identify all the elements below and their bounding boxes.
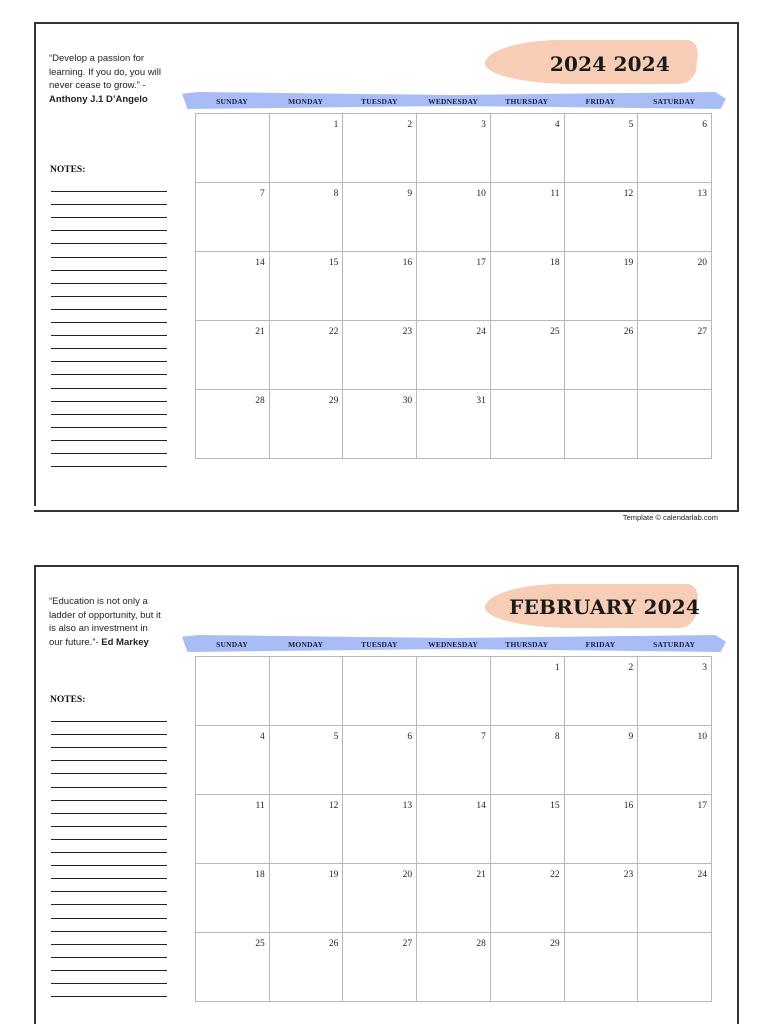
day-cell[interactable]	[638, 657, 712, 726]
month-title: FEBRUARY 2024	[509, 595, 700, 619]
note-line	[51, 904, 167, 905]
day-cell[interactable]	[491, 933, 565, 1002]
day-number: 1	[554, 663, 560, 673]
day-number: 14	[476, 801, 486, 811]
day-cell[interactable]	[343, 933, 417, 1002]
day-number: 18	[255, 870, 265, 880]
day-cell[interactable]	[417, 933, 491, 1002]
note-line	[51, 996, 167, 997]
day-number: 11	[255, 801, 265, 811]
note-line	[51, 721, 167, 722]
day-cell[interactable]	[491, 657, 565, 726]
note-line	[51, 760, 167, 761]
day-number: 18	[550, 258, 560, 268]
day-cell[interactable]	[417, 657, 491, 726]
day-number: 5	[628, 120, 634, 130]
day-cell[interactable]	[638, 795, 712, 864]
day-number: 22	[550, 870, 560, 880]
page-border-right	[737, 565, 739, 1024]
day-number: 9	[407, 189, 413, 199]
day-cell[interactable]	[638, 864, 712, 933]
day-cell[interactable]	[196, 864, 270, 933]
day-number: 22	[328, 327, 339, 337]
day-number: 21	[255, 327, 265, 337]
day-number: 7	[481, 732, 486, 742]
day-number: 10	[697, 732, 707, 742]
day-number: 16	[623, 801, 634, 811]
day-number: 20	[402, 870, 413, 880]
day-number: 20	[697, 258, 707, 268]
day-cell[interactable]	[270, 933, 344, 1002]
day-number: 31	[476, 396, 486, 406]
day-number: 27	[402, 939, 413, 949]
day-number: 3	[481, 120, 486, 130]
notes-label: NOTES:	[50, 165, 86, 175]
weekday-header-thursday: THURSDAY	[505, 640, 549, 649]
day-number: 14	[255, 258, 265, 268]
day-number: 27	[697, 327, 707, 337]
quote-author: Anthony J.1 D’Angelo	[49, 93, 148, 105]
day-number: 2	[628, 663, 634, 673]
weekday-header-sunday: SUNDAY	[216, 97, 248, 106]
day-number: 21	[476, 870, 486, 880]
day-number: 15	[550, 801, 560, 811]
day-cell[interactable]	[565, 933, 639, 1002]
day-number: 5	[333, 732, 339, 742]
day-cell[interactable]	[270, 657, 344, 726]
day-cell[interactable]	[343, 864, 417, 933]
note-line	[51, 957, 167, 958]
weekday-header-saturday: SATURDAY	[653, 97, 696, 106]
notes-label: NOTES:	[50, 695, 86, 705]
weekday-header-monday: MONDAY	[288, 97, 324, 106]
note-line	[51, 918, 167, 919]
day-number: 16	[402, 258, 413, 268]
day-number: 26	[623, 327, 634, 337]
day-number: 4	[259, 732, 265, 742]
day-cell[interactable]	[417, 864, 491, 933]
page-border-left	[34, 565, 36, 1024]
day-number: 3	[702, 663, 707, 673]
day-cell[interactable]	[638, 933, 712, 1002]
day-number: 12	[623, 189, 634, 199]
day-number: 26	[328, 939, 339, 949]
day-cell[interactable]	[343, 726, 417, 795]
month-title: 2024 2024	[549, 52, 670, 76]
page-border-bottom	[34, 510, 739, 512]
note-line	[51, 747, 167, 748]
day-number: 1	[333, 120, 339, 130]
day-cell[interactable]	[417, 795, 491, 864]
day-cell[interactable]	[565, 864, 639, 933]
day-cell[interactable]	[196, 657, 270, 726]
quote-text: “Education is not only a ladder of opportunity, but it is also an investment in our future.”-	[49, 596, 161, 648]
weekday-header-monday: MONDAY	[288, 640, 324, 649]
day-number: 13	[402, 801, 413, 811]
day-number: 15	[328, 258, 339, 268]
day-number: 9	[628, 732, 634, 742]
note-line	[51, 826, 167, 827]
day-number: 25	[550, 327, 560, 337]
day-cell[interactable]	[196, 726, 270, 795]
quote-author: Ed Markey	[101, 636, 149, 648]
weekday-header-wednesday: WEDNESDAY	[428, 640, 479, 649]
note-line	[51, 839, 167, 840]
note-line	[51, 787, 167, 788]
weekday-header-sunday: SUNDAY	[216, 640, 248, 649]
note-line	[51, 983, 167, 984]
note-line	[51, 813, 167, 814]
day-number: 28	[255, 396, 265, 406]
day-cell[interactable]	[196, 933, 270, 1002]
day-number: 29	[550, 939, 560, 949]
day-cell[interactable]	[491, 726, 565, 795]
weekday-header-saturday: SATURDAY	[653, 640, 696, 649]
quote-text: “Develop a passion for learning. If you do, you will never cease to grow.” -	[49, 53, 161, 91]
note-line	[51, 734, 167, 735]
day-cell[interactable]	[196, 795, 270, 864]
weekday-header-tuesday: TUESDAY	[361, 97, 398, 106]
day-number: 8	[333, 189, 339, 199]
day-cell[interactable]	[270, 795, 344, 864]
day-number: 24	[476, 327, 486, 337]
day-cell[interactable]	[343, 657, 417, 726]
note-line	[51, 931, 167, 932]
day-number: 6	[407, 732, 413, 742]
day-number: 12	[328, 801, 339, 811]
note-line	[51, 852, 167, 853]
weekday-header-wednesday: WEDNESDAY	[428, 97, 479, 106]
day-cell[interactable]	[638, 726, 712, 795]
day-number: 30	[402, 396, 413, 406]
day-number: 6	[702, 120, 707, 130]
day-number: 29	[328, 396, 339, 406]
day-cell[interactable]	[565, 657, 639, 726]
calendar-grid	[195, 656, 712, 1002]
weekday-header-tuesday: TUESDAY	[361, 640, 398, 649]
day-cell[interactable]	[491, 864, 565, 933]
note-line	[51, 865, 167, 866]
note-line	[51, 800, 167, 801]
day-number: 19	[328, 870, 339, 880]
weekday-header-friday: FRIDAY	[585, 640, 616, 649]
day-number: 4	[554, 120, 560, 130]
day-number: 24	[697, 870, 707, 880]
weekday-header-friday: FRIDAY	[585, 97, 616, 106]
day-cell[interactable]	[565, 795, 639, 864]
note-line	[51, 773, 167, 774]
day-number: 10	[476, 189, 486, 199]
footer-credit: Template © calendarlab.com	[622, 513, 718, 522]
note-line	[51, 970, 167, 971]
day-number: 8	[554, 732, 560, 742]
note-line	[51, 944, 167, 945]
day-number: 11	[550, 189, 560, 199]
day-number: 28	[476, 939, 486, 949]
day-cell[interactable]	[565, 726, 639, 795]
day-number: 17	[697, 801, 707, 811]
day-number: 7	[259, 189, 265, 199]
day-number: 2	[407, 120, 413, 130]
quote	[49, 595, 164, 649]
page-border-top	[34, 565, 739, 567]
day-number: 13	[697, 189, 707, 199]
day-number: 19	[623, 258, 634, 268]
note-line	[51, 891, 167, 892]
day-cell[interactable]	[270, 726, 344, 795]
day-cell[interactable]	[491, 795, 565, 864]
day-cell[interactable]	[270, 864, 344, 933]
day-number: 17	[476, 258, 486, 268]
note-line	[51, 878, 167, 879]
day-number: 23	[402, 327, 413, 337]
day-number: 25	[255, 939, 265, 949]
day-cell[interactable]	[343, 795, 417, 864]
weekday-header-thursday: THURSDAY	[505, 97, 549, 106]
day-number: 23	[623, 870, 634, 880]
day-cell[interactable]	[417, 726, 491, 795]
